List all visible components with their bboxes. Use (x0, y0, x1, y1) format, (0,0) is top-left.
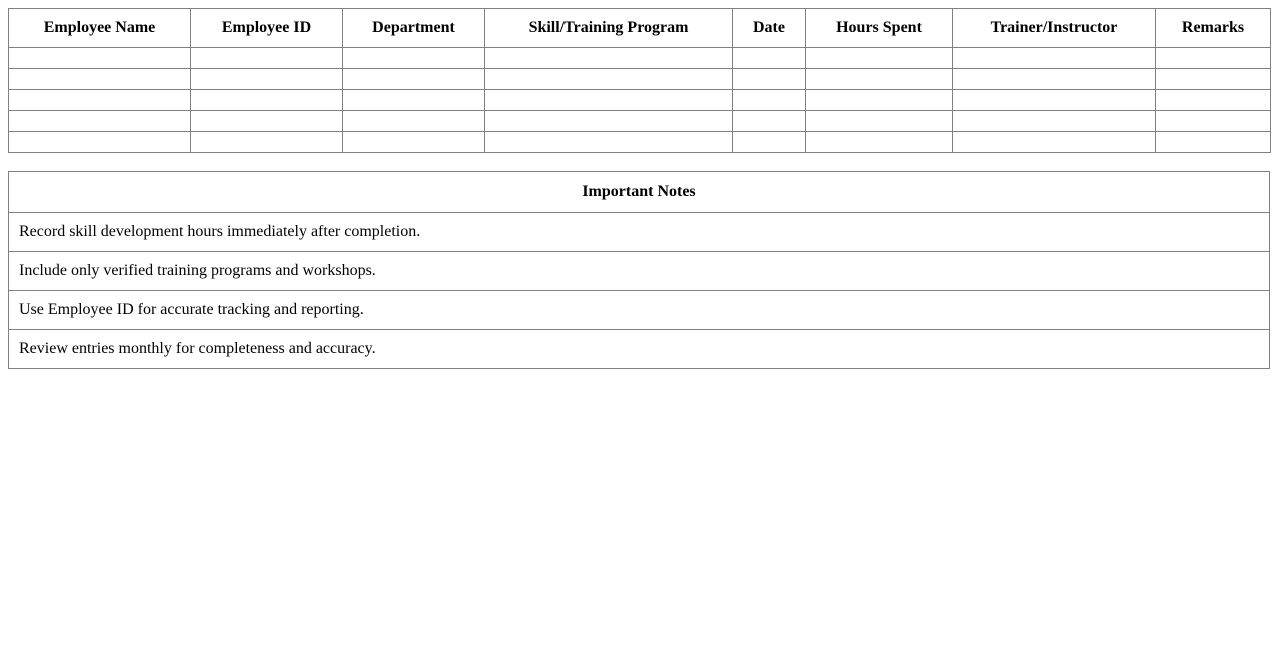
table-cell[interactable] (9, 48, 191, 69)
header-department: Department (343, 9, 485, 48)
note-item: Use Employee ID for accurate tracking and reporting. (9, 291, 1270, 330)
page-content (8, 8, 1270, 369)
table-cell[interactable] (953, 132, 1156, 153)
note-row (9, 330, 1270, 369)
table-cell[interactable] (953, 111, 1156, 132)
table-cell[interactable] (343, 48, 485, 69)
notes-title: Important Notes (9, 172, 1270, 213)
table-cell[interactable] (343, 90, 485, 111)
table-cell[interactable] (191, 90, 343, 111)
table-cell[interactable] (1156, 69, 1271, 90)
table-row (9, 90, 1271, 111)
notes-header-row (9, 172, 1270, 213)
table-cell[interactable] (9, 90, 191, 111)
table-cell[interactable] (733, 48, 806, 69)
table-row (9, 48, 1271, 69)
table-cell[interactable] (343, 111, 485, 132)
table-cell[interactable] (953, 69, 1156, 90)
table-cell[interactable] (343, 69, 485, 90)
table-cell[interactable] (953, 90, 1156, 111)
table-cell[interactable] (806, 69, 953, 90)
header-employee-name: Employee Name (9, 9, 191, 48)
table-cell[interactable] (1156, 48, 1271, 69)
note-row (9, 252, 1270, 291)
header-skill-training-program: Skill/Training Program (485, 9, 733, 48)
header-remarks: Remarks (1156, 9, 1271, 48)
note-item: Include only verified training programs and workshops. (9, 252, 1270, 291)
header-date: Date (733, 9, 806, 48)
table-cell[interactable] (191, 48, 343, 69)
table-header-row (9, 9, 1271, 48)
table-cell[interactable] (733, 111, 806, 132)
table-cell[interactable] (191, 69, 343, 90)
table-cell[interactable] (343, 132, 485, 153)
header-trainer-instructor: Trainer/Instructor (953, 9, 1156, 48)
table-cell[interactable] (1156, 90, 1271, 111)
table-row (9, 132, 1271, 153)
table-cell[interactable] (191, 111, 343, 132)
note-item: Review entries monthly for completeness and accuracy. (9, 330, 1270, 369)
table-row (9, 111, 1271, 132)
table-cell[interactable] (9, 69, 191, 90)
table-row (9, 69, 1271, 90)
table-cell[interactable] (733, 69, 806, 90)
table-cell[interactable] (485, 48, 733, 69)
table-cell[interactable] (191, 132, 343, 153)
header-hours-spent: Hours Spent (806, 9, 953, 48)
table-cell[interactable] (806, 111, 953, 132)
table-cell[interactable] (485, 111, 733, 132)
table-cell[interactable] (953, 48, 1156, 69)
table-cell[interactable] (806, 132, 953, 153)
note-item: Record skill development hours immediately after completion. (9, 213, 1270, 252)
table-cell[interactable] (733, 132, 806, 153)
table-cell[interactable] (806, 48, 953, 69)
skill-log-table (8, 8, 1271, 153)
table-cell[interactable] (9, 132, 191, 153)
table-cell[interactable] (485, 90, 733, 111)
table-cell[interactable] (1156, 111, 1271, 132)
table-cell[interactable] (485, 69, 733, 90)
table-cell[interactable] (9, 111, 191, 132)
table-cell[interactable] (485, 132, 733, 153)
note-row (9, 213, 1270, 252)
table-cell[interactable] (733, 90, 806, 111)
table-cell[interactable] (1156, 132, 1271, 153)
header-employee-id: Employee ID (191, 9, 343, 48)
table-cell[interactable] (806, 90, 953, 111)
important-notes-table (8, 171, 1270, 369)
note-row (9, 291, 1270, 330)
